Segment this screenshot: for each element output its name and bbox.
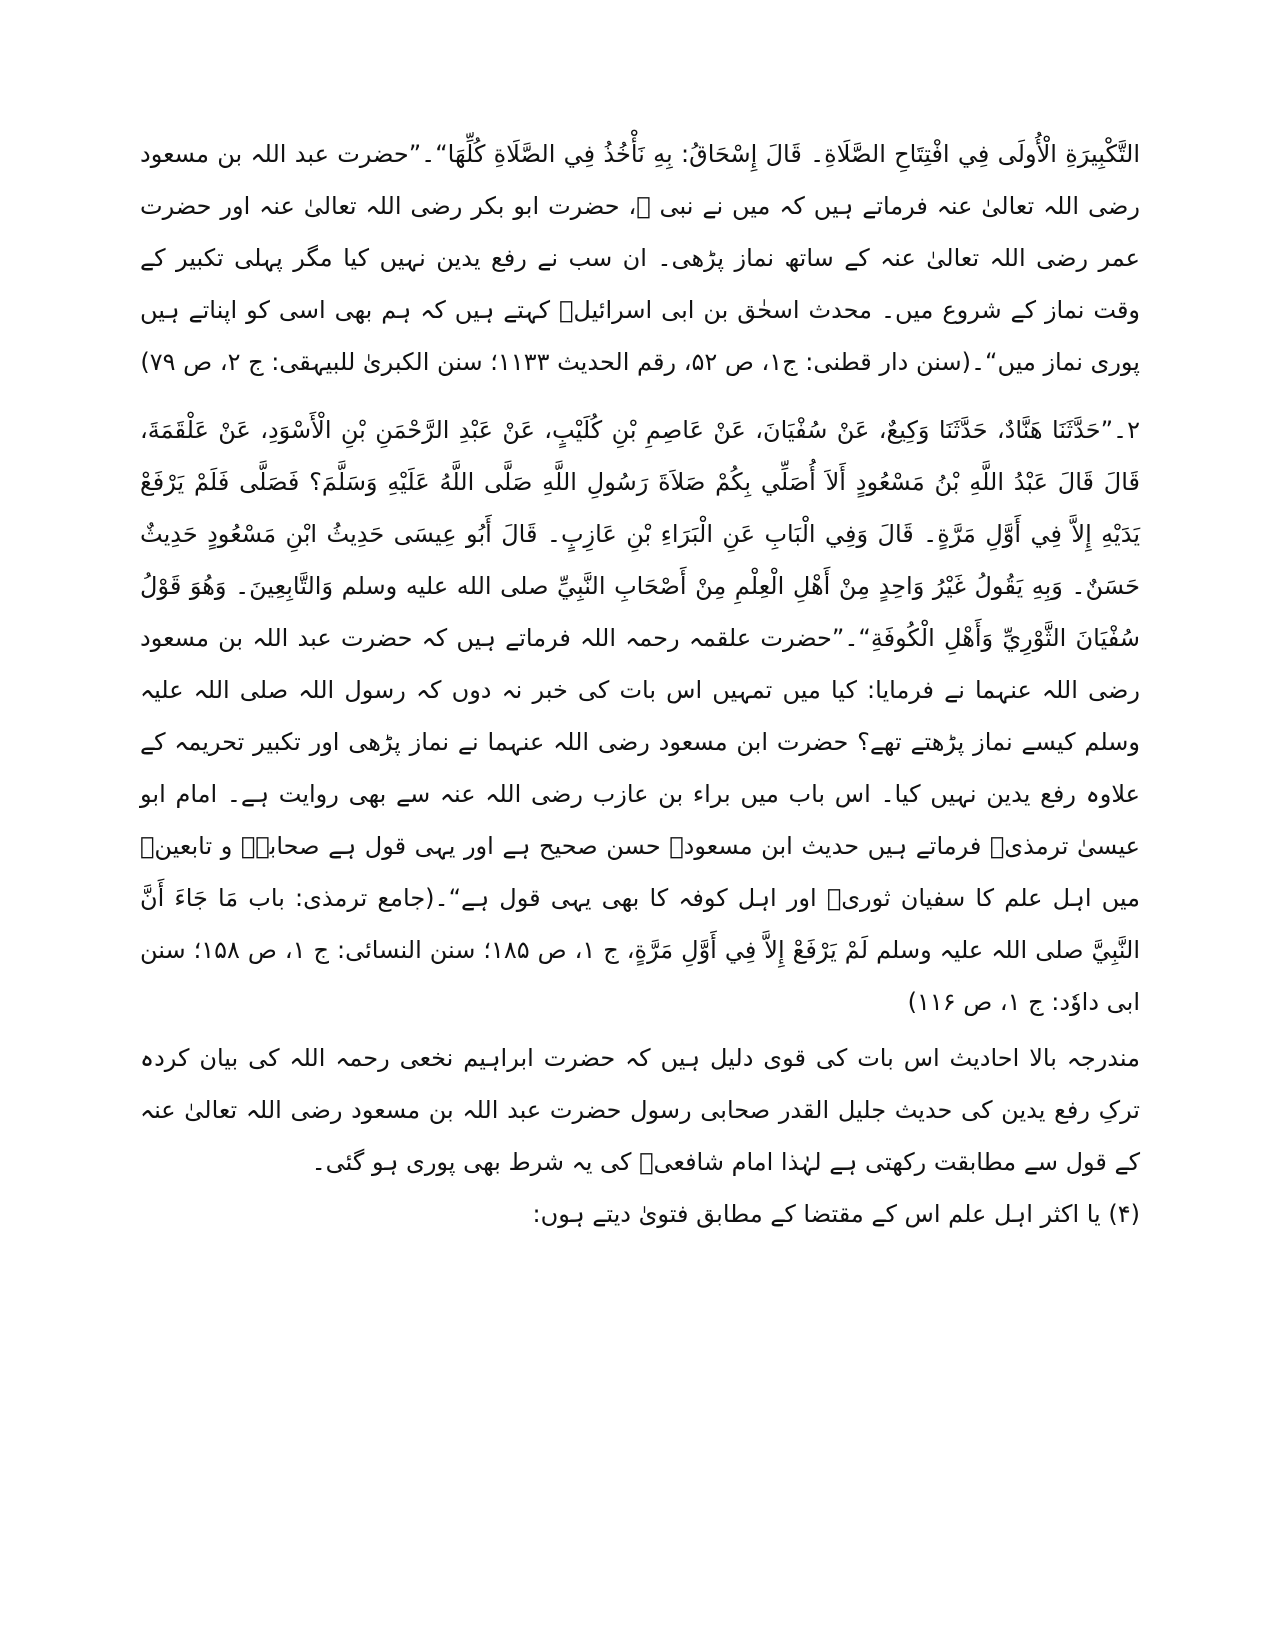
paragraph-text: ۲۔”حَدَّثَنَا هَنَّادٌ، حَدَّثَنَا وَكِيعٌ، عَنْ سُفْيَانَ، عَنْ عَاصِمِ بْنِ كُلَيْبٍ، عَنْ عَبْدِ الرَّحْمَنِ بْنِ الْأَسْوَدِ، عَنْ عَلْقَمَةَ، قَالَ قَالَ عَبْدُ اللَّهِ بْنُ مَسْعُودٍ أَلاَ أُصَلِّي بِكُمْ صَلاَةَ رَسُولِ اللَّهِ صَلَّى اللَّهُ عَلَيْهِ وَسَلَّمَ؟ فَصَلَّى فَلَمْ يَرْفَعْ يَدَيْهِ إِلاَّ فِي أَوَّلِ مَرَّةٍ۔ قَالَ وَفِي الْبَابِ عَنِ الْبَرَاءِ بْنِ عَازِبٍ۔ قَالَ أَبُو عِيسَى حَدِيثُ ابْنِ مَسْعُودٍ حَدِيثٌ حَسَنٌ۔ وَبِهِ يَقُولُ غَيْرُ وَاحِدٍ مِنْ أَهْلِ الْعِلْمِ مِنْ أَصْحَابِ النَّبِيِّ صلى الله عليه وسلم وَالتَّابِعِينَ۔ وَهُوَ قَوْلُ سُفْيَانَ الثَّوْرِيِّ وَأَهْلِ الْكُوفَةِ“۔”حضرت علقمہ رحمہ اللہ فرماتے ہیں کہ حضرت عبد اللہ بن مسعود رضی اللہ عنہما نے فرمایا: کیا میں تمہیں اس بات کی خبر نہ دوں کہ رسول اللہ صلی اللہ علیہ وسلم کیسے نماز پڑھتے تھے؟ حضرت ابن مسعود رضی اللہ عنہما نے نماز پڑھی اور تکبیر تحریمہ کے علاوہ رفع یدین نہیں کیا۔ اس باب میں براء بن عازب رضی اللہ عنہ سے بھی روایت ہے۔ امام ابو عیسیٰ ترمذیؒ فرماتے ہیں حدیث ابن مسعودؓ حسن صحیح ہے اور یہی قول ہے صحابہؓ و تابعینؒ میں اہل علم کا سفیان ثوریؒ اور اہل کوفہ کا بھی یہی قول ہے“۔(جامع ترمذی: باب مَا جَاءَ أَنَّ النَّبِيَّ صلی اللہ علیہ وسلم لَمْ يَرْفَعْ إِلاَّ فِي أَوَّلِ مَرَّةٍ، ج ۱، ص ۱۸۵؛ سنن النسائی: ج ۱، ص ۱۵۸؛ سنن ابی داوٗد: ج ۱، ص ۱۱۶): [140, 416, 1140, 1016]
paragraph-text: التَّكْبِيرَةِ الْأُولَى فِي افْتِتَاحِ الصَّلَاةِ۔ قَالَ إِسْحَاقُ: بِهِ نَأْخُذُ فِي الصَّلَاةِ كُلِّهَا“۔”حضرت عبد اللہ بن مسعود رضی اللہ تعالیٰ عنہ فرماتے ہیں کہ میں نے نبی ﷺ، حضرت ابو بکر رضی اللہ تعالیٰ عنہ اور حضرت عمر رضی اللہ تعالیٰ عنہ کے ساتھ نماز پڑھی۔ ان سب نے رفع یدین نہیں کیا مگر پہلی تکبیر کے وقت نماز کے شروع میں۔ محدث اسحٰق بن ابی اسرائیلؒ کہتے ہیں کہ ہم بھی اسی کو اپناتے ہیں پوری نماز میں“۔(سنن دار قطنی: ج۱، ص ۵۲، رقم الحدیث ۱۱۳۳؛ سنن الکبریٰ للبیہقی: ج ۲، ص ۷۹): [140, 140, 1140, 376]
paragraph-hadith-darqutni: [140, 128, 1140, 388]
paragraph-condition-four: [140, 1188, 1140, 1240]
paragraph-hadith-tirmidhi: [140, 404, 1140, 1028]
paragraph-conclusion: [140, 1032, 1140, 1188]
paragraph-text: (۴) یا اکثر اہل علم اس کے مقتضا کے مطابق فتویٰ دیتے ہوں:: [532, 1200, 1140, 1228]
paragraph-text: مندرجہ بالا احادیث اس بات کی قوی دلیل ہیں کہ حضرت ابراہیم نخعی رحمہ اللہ کی بیان کردہ ترکِ رفع یدین کی حدیث جلیل القدر صحابی رسول حضرت عبد اللہ بن مسعود رضی اللہ تعالیٰ عنہ کے قول سے مطابقت رکھتی ہے لہٰذا امام شافعیؒ کی یہ شرط بھی پوری ہو گئی۔: [140, 1044, 1140, 1176]
document-page: [140, 128, 1140, 1240]
